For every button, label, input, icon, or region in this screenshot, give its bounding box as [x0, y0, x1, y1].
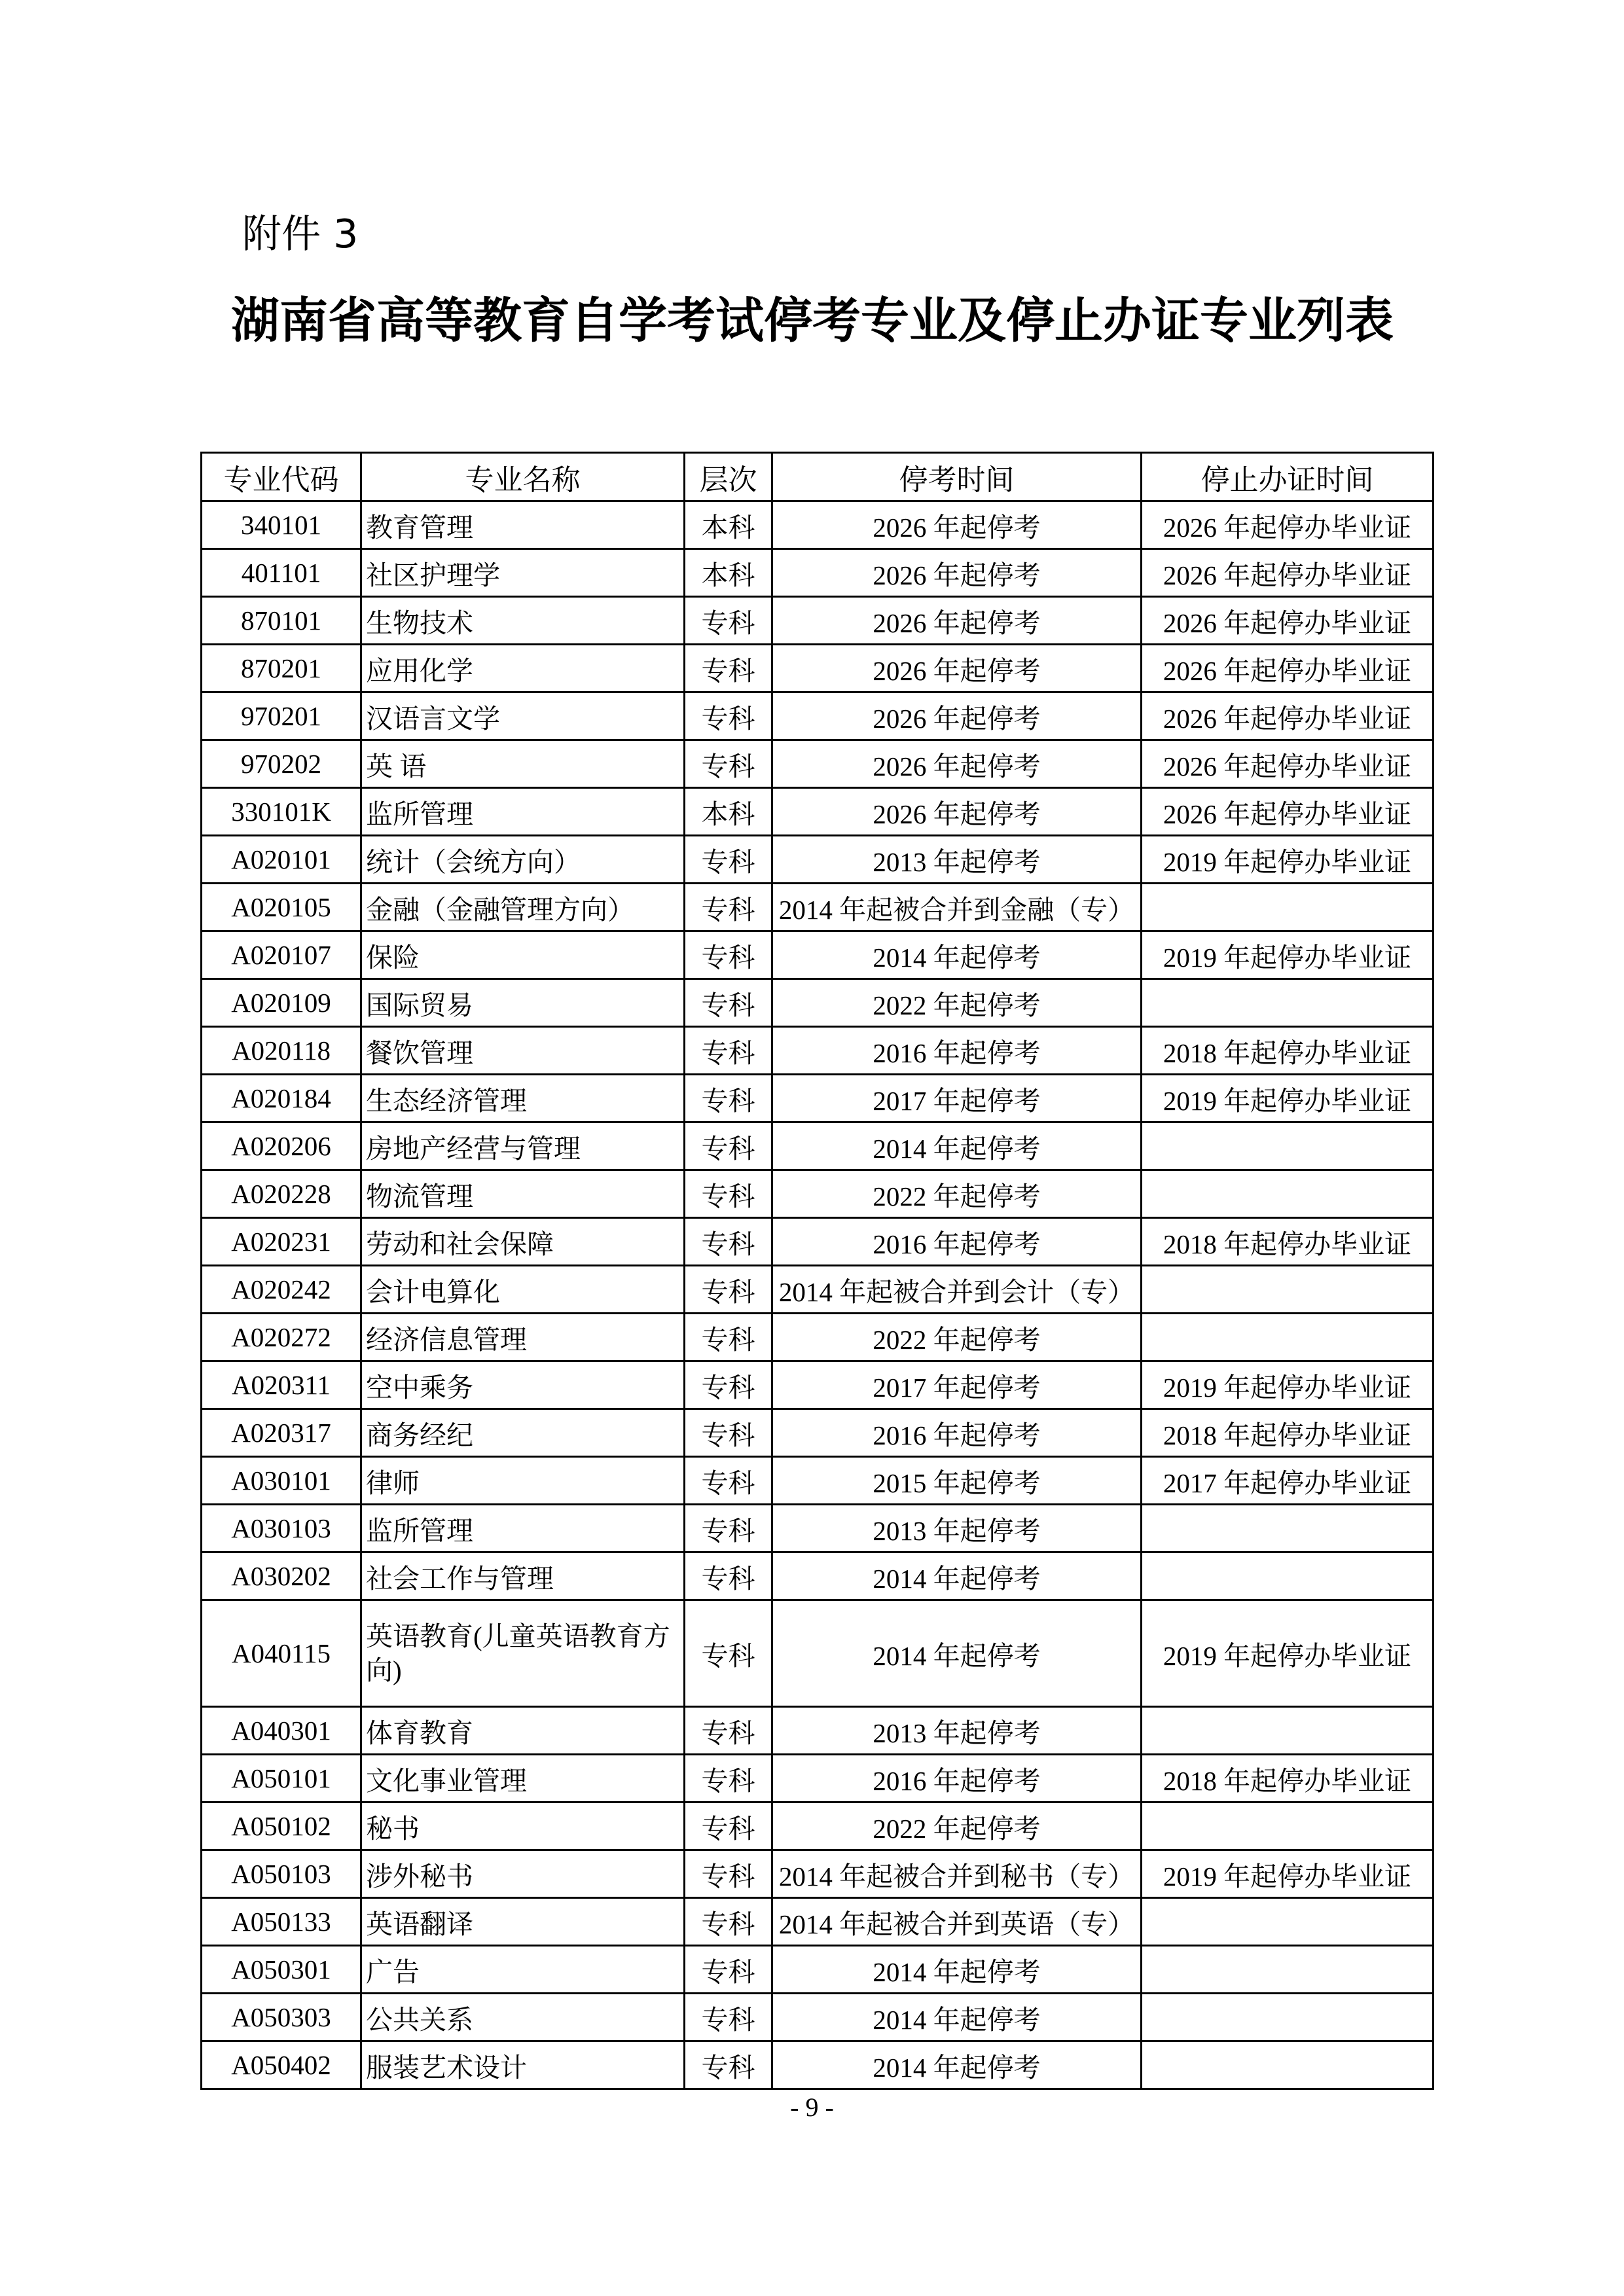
cell-name: 汉语言文学	[361, 692, 685, 740]
cell-name: 应用化学	[361, 645, 685, 692]
cell-code: A020228	[202, 1170, 361, 1218]
cell-level: 专科	[685, 1600, 772, 1707]
cell-stop-cert: 2017 年起停办毕业证	[1142, 1457, 1434, 1505]
cell-level: 本科	[685, 788, 772, 836]
table-row	[202, 1898, 1434, 1946]
table-row	[202, 1946, 1434, 1994]
cell-name: 社会工作与管理	[361, 1552, 685, 1600]
table-row	[202, 645, 1434, 692]
table-body	[202, 501, 1434, 2089]
header-stop-cert: 停止办证时间	[1142, 453, 1434, 501]
cell-name: 物流管理	[361, 1170, 685, 1218]
cell-code: A020231	[202, 1218, 361, 1266]
table-row	[202, 1552, 1434, 1600]
cell-code: A040301	[202, 1707, 361, 1755]
cell-stop-exam: 2014 年起被合并到秘书（专）	[772, 1850, 1142, 1898]
cell-name: 英 语	[361, 740, 685, 788]
cell-level: 专科	[685, 1409, 772, 1457]
cell-stop-exam: 2017 年起停考	[772, 1361, 1142, 1409]
cell-level: 专科	[685, 1898, 772, 1946]
cell-level: 专科	[685, 1803, 772, 1850]
cell-stop-exam: 2026 年起停考	[772, 549, 1142, 597]
cell-level: 专科	[685, 979, 772, 1027]
attachment-label: 附件 3	[242, 211, 359, 257]
cell-code: A020107	[202, 931, 361, 979]
cell-name: 经济信息管理	[361, 1314, 685, 1361]
cell-name: 社区护理学	[361, 549, 685, 597]
table-row	[202, 1457, 1434, 1505]
cell-level: 专科	[685, 931, 772, 979]
cell-stop-exam: 2022 年起停考	[772, 1314, 1142, 1361]
cell-stop-exam: 2014 年起停考	[772, 1552, 1142, 1600]
header-name: 专业名称	[361, 453, 685, 501]
table-row	[202, 979, 1434, 1027]
cell-stop-cert: 2026 年起停办毕业证	[1142, 549, 1434, 597]
cell-stop-exam: 2017 年起停考	[772, 1075, 1142, 1122]
table-row	[202, 1409, 1434, 1457]
cell-stop-exam: 2015 年起停考	[772, 1457, 1142, 1505]
cell-name: 金融（金融管理方向）	[361, 884, 685, 931]
cell-code: A020118	[202, 1027, 361, 1075]
cell-stop-cert: 2019 年起停办毕业证	[1142, 1850, 1434, 1898]
cell-code: A050301	[202, 1946, 361, 1994]
cell-code: A020101	[202, 836, 361, 884]
cell-stop-exam: 2026 年起停考	[772, 597, 1142, 645]
cell-stop-exam: 2026 年起停考	[772, 788, 1142, 836]
cell-level: 专科	[685, 1707, 772, 1755]
table-row	[202, 501, 1434, 549]
cell-stop-cert: 2018 年起停办毕业证	[1142, 1755, 1434, 1803]
cell-stop-exam: 2022 年起停考	[772, 979, 1142, 1027]
cell-stop-exam: 2026 年起停考	[772, 645, 1142, 692]
cell-level: 本科	[685, 501, 772, 549]
cell-stop-exam: 2026 年起停考	[772, 692, 1142, 740]
cell-code: 330101K	[202, 788, 361, 836]
cell-stop-exam: 2026 年起停考	[772, 501, 1142, 549]
cell-code: 970202	[202, 740, 361, 788]
cell-level: 专科	[685, 597, 772, 645]
cell-stop-cert: 2019 年起停办毕业证	[1142, 931, 1434, 979]
table-row	[202, 836, 1434, 884]
cell-code: A050101	[202, 1755, 361, 1803]
cell-name: 生物技术	[361, 597, 685, 645]
cell-stop-exam: 2014 年起停考	[772, 1946, 1142, 1994]
cell-name: 英语翻译	[361, 1898, 685, 1946]
cell-stop-cert: 2026 年起停办毕业证	[1142, 645, 1434, 692]
cell-level: 专科	[685, 1946, 772, 1994]
cell-stop-cert: 2026 年起停办毕业证	[1142, 501, 1434, 549]
cell-name: 监所管理	[361, 1505, 685, 1552]
cell-stop-exam: 2013 年起停考	[772, 1707, 1142, 1755]
cell-code: 870201	[202, 645, 361, 692]
cell-stop-cert	[1142, 884, 1434, 931]
cell-stop-cert: 2019 年起停办毕业证	[1142, 836, 1434, 884]
cell-stop-exam: 2022 年起停考	[772, 1170, 1142, 1218]
cell-level: 专科	[685, 645, 772, 692]
table-row	[202, 1027, 1434, 1075]
cell-code: A050303	[202, 1994, 361, 2041]
cell-level: 专科	[685, 1170, 772, 1218]
cell-stop-cert: 2026 年起停办毕业证	[1142, 740, 1434, 788]
table-row	[202, 692, 1434, 740]
cell-name: 教育管理	[361, 501, 685, 549]
cell-stop-exam: 2014 年起停考	[772, 931, 1142, 979]
cell-stop-cert: 2018 年起停办毕业证	[1142, 1409, 1434, 1457]
table-row	[202, 884, 1434, 931]
cell-level: 专科	[685, 1505, 772, 1552]
cell-stop-cert: 2018 年起停办毕业证	[1142, 1218, 1434, 1266]
cell-stop-exam: 2014 年起停考	[772, 1600, 1142, 1707]
cell-code: A030202	[202, 1552, 361, 1600]
cell-stop-cert	[1142, 1707, 1434, 1755]
cell-name: 商务经纪	[361, 1409, 685, 1457]
header-level: 层次	[685, 453, 772, 501]
cell-level: 专科	[685, 692, 772, 740]
table-row	[202, 1994, 1434, 2041]
cell-code: A020311	[202, 1361, 361, 1409]
cell-level: 专科	[685, 1075, 772, 1122]
cell-stop-exam: 2016 年起停考	[772, 1409, 1142, 1457]
cell-level: 专科	[685, 1457, 772, 1505]
cell-code: A020317	[202, 1409, 361, 1457]
cell-stop-cert	[1142, 1505, 1434, 1552]
cell-stop-exam: 2026 年起停考	[772, 740, 1142, 788]
cell-level: 专科	[685, 2041, 772, 2089]
cell-stop-cert: 2019 年起停办毕业证	[1142, 1600, 1434, 1707]
cell-stop-cert	[1142, 1314, 1434, 1361]
cell-name: 劳动和社会保障	[361, 1218, 685, 1266]
cell-level: 专科	[685, 1361, 772, 1409]
cell-stop-cert: 2019 年起停办毕业证	[1142, 1361, 1434, 1409]
cell-name: 空中乘务	[361, 1361, 685, 1409]
cell-code: A020109	[202, 979, 361, 1027]
cell-stop-exam: 2014 年起停考	[772, 1122, 1142, 1170]
cell-code: 340101	[202, 501, 361, 549]
document-title: 湖南省高等教育自学考试停考专业及停止办证专业列表	[231, 293, 1394, 349]
table-row	[202, 1505, 1434, 1552]
cell-stop-cert: 2026 年起停办毕业证	[1142, 597, 1434, 645]
cell-level: 专科	[685, 1755, 772, 1803]
cell-level: 专科	[685, 1850, 772, 1898]
cell-stop-cert	[1142, 1122, 1434, 1170]
cell-name: 律师	[361, 1457, 685, 1505]
cell-name: 广告	[361, 1946, 685, 1994]
cell-name: 公共关系	[361, 1994, 685, 2041]
cell-stop-exam: 2014 年起被合并到金融（专）	[772, 884, 1142, 931]
cell-stop-exam: 2013 年起停考	[772, 1505, 1142, 1552]
cell-level: 专科	[685, 740, 772, 788]
cell-code: 870101	[202, 597, 361, 645]
cell-stop-exam: 2014 年起被合并到会计（专）	[772, 1266, 1142, 1314]
cell-level: 专科	[685, 1218, 772, 1266]
cell-name: 国际贸易	[361, 979, 685, 1027]
cell-code: A050402	[202, 2041, 361, 2089]
table-row	[202, 1218, 1434, 1266]
cell-stop-cert	[1142, 1803, 1434, 1850]
cell-stop-cert: 2026 年起停办毕业证	[1142, 788, 1434, 836]
header-stop-exam: 停考时间	[772, 453, 1142, 501]
cell-level: 专科	[685, 1027, 772, 1075]
cell-name: 文化事业管理	[361, 1755, 685, 1803]
cell-name: 涉外秘书	[361, 1850, 685, 1898]
cell-level: 专科	[685, 1994, 772, 2041]
cell-level: 专科	[685, 884, 772, 931]
cell-stop-exam: 2022 年起停考	[772, 1803, 1142, 1850]
table-row	[202, 1122, 1434, 1170]
cell-stop-cert	[1142, 979, 1434, 1027]
table-row	[202, 1707, 1434, 1755]
table-row	[202, 597, 1434, 645]
cell-code: A020206	[202, 1122, 361, 1170]
cell-stop-exam: 2014 年起被合并到英语（专）	[772, 1898, 1142, 1946]
table-row	[202, 1600, 1434, 1707]
cell-code: A040115	[202, 1600, 361, 1707]
cell-level: 专科	[685, 1552, 772, 1600]
table-row	[202, 549, 1434, 597]
table-row	[202, 788, 1434, 836]
cell-stop-exam: 2016 年起停考	[772, 1755, 1142, 1803]
cell-stop-exam: 2016 年起停考	[772, 1218, 1142, 1266]
cell-name: 监所管理	[361, 788, 685, 836]
cell-code: 970201	[202, 692, 361, 740]
table-row	[202, 931, 1434, 979]
cell-stop-cert	[1142, 1170, 1434, 1218]
cell-name: 英语教育(儿童英语教育方向)	[361, 1600, 685, 1707]
cell-level: 专科	[685, 1266, 772, 1314]
majors-table	[200, 452, 1434, 2090]
cell-stop-cert	[1142, 1946, 1434, 1994]
table-row	[202, 1755, 1434, 1803]
table-row	[202, 2041, 1434, 2089]
cell-stop-cert	[1142, 1552, 1434, 1600]
cell-level: 专科	[685, 1314, 772, 1361]
cell-level: 专科	[685, 1122, 772, 1170]
cell-code: A020272	[202, 1314, 361, 1361]
cell-stop-cert	[1142, 1994, 1434, 2041]
cell-code: A050102	[202, 1803, 361, 1850]
cell-code: A020184	[202, 1075, 361, 1122]
cell-stop-exam: 2014 年起停考	[772, 2041, 1142, 2089]
cell-stop-cert: 2018 年起停办毕业证	[1142, 1027, 1434, 1075]
cell-level: 本科	[685, 549, 772, 597]
cell-code: A020105	[202, 884, 361, 931]
table-row	[202, 1170, 1434, 1218]
table-row	[202, 1314, 1434, 1361]
cell-stop-exam: 2014 年起停考	[772, 1994, 1142, 2041]
table-row	[202, 1850, 1434, 1898]
cell-code: A050133	[202, 1898, 361, 1946]
table-row	[202, 1075, 1434, 1122]
cell-name: 生态经济管理	[361, 1075, 685, 1122]
table-header-row	[202, 453, 1434, 501]
table-row	[202, 1266, 1434, 1314]
cell-stop-cert: 2026 年起停办毕业证	[1142, 692, 1434, 740]
table-row	[202, 1803, 1434, 1850]
cell-stop-cert: 2019 年起停办毕业证	[1142, 1075, 1434, 1122]
page-number: - 9 -	[790, 2092, 834, 2122]
cell-level: 专科	[685, 836, 772, 884]
cell-stop-exam: 2016 年起停考	[772, 1027, 1142, 1075]
cell-name: 秘书	[361, 1803, 685, 1850]
cell-code: A050103	[202, 1850, 361, 1898]
cell-code: 401101	[202, 549, 361, 597]
table-row	[202, 740, 1434, 788]
cell-stop-cert	[1142, 1266, 1434, 1314]
cell-name: 餐饮管理	[361, 1027, 685, 1075]
header-code: 专业代码	[202, 453, 361, 501]
table-row	[202, 1361, 1434, 1409]
cell-name: 会计电算化	[361, 1266, 685, 1314]
cell-name: 服装艺术设计	[361, 2041, 685, 2089]
cell-code: A030101	[202, 1457, 361, 1505]
cell-name: 统计（会统方向）	[361, 836, 685, 884]
cell-name: 房地产经营与管理	[361, 1122, 685, 1170]
cell-code: A030103	[202, 1505, 361, 1552]
cell-stop-cert	[1142, 1898, 1434, 1946]
cell-name: 保险	[361, 931, 685, 979]
cell-name: 体育教育	[361, 1707, 685, 1755]
cell-stop-cert	[1142, 2041, 1434, 2089]
cell-stop-exam: 2013 年起停考	[772, 836, 1142, 884]
cell-code: A020242	[202, 1266, 361, 1314]
